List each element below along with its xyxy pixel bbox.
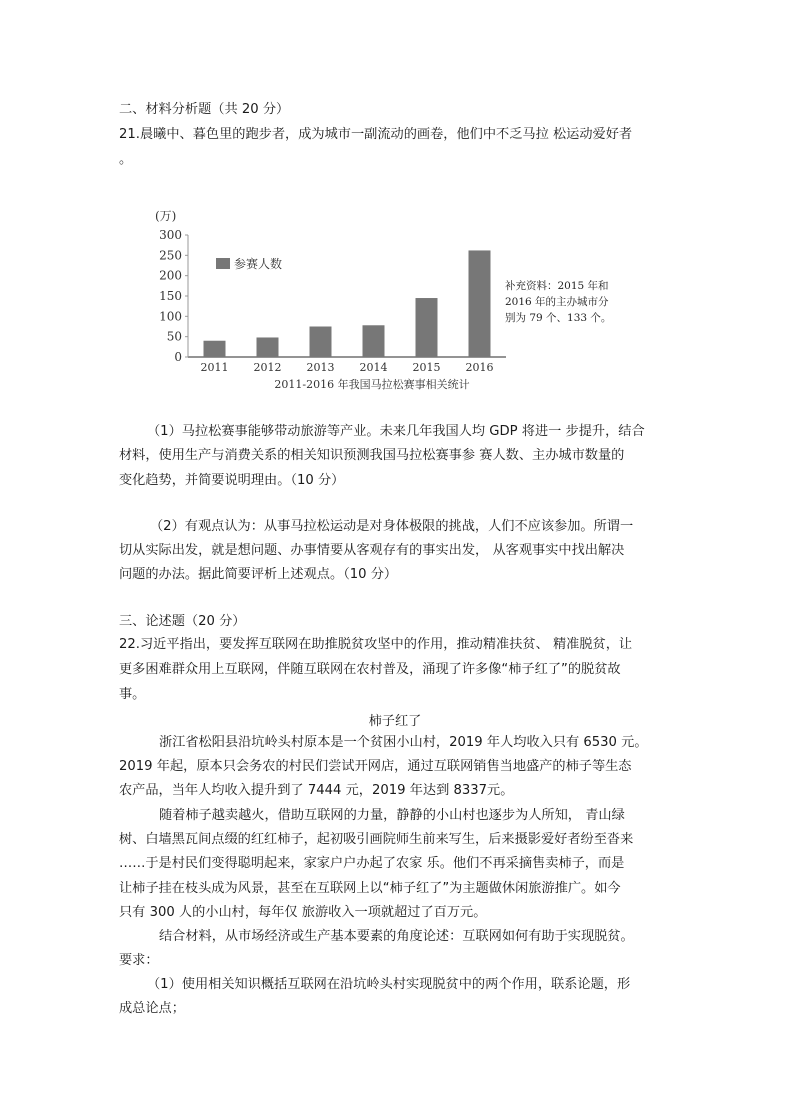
- y-tick-label: 200: [159, 268, 182, 283]
- bar-2011: [204, 341, 226, 357]
- chart-note-line2: 2016 年的主办城市分: [505, 296, 609, 308]
- story-p2-line5: 只有 300 人的小山村，每年仅 旅游收入一项就超过了百万元。: [119, 905, 487, 920]
- req1-line2: 成总论点；: [119, 1001, 185, 1016]
- q21-1-line1: （1）马拉松赛事能够带动旅游等产业。未来几年我国人均 GDP 将进一 步提升，结合: [147, 424, 645, 439]
- legend-label: 参赛人数: [234, 257, 283, 271]
- story-p1-line1: 浙江省松阳县沿坑岭头村原本是一个贫困小山村，2019 年人均收入只有 6530 元。: [159, 735, 648, 750]
- section3-title: 三、论述题（20 分）: [119, 614, 246, 629]
- bar-2016: [469, 250, 491, 357]
- story-p2-line4: 让柿子挂在枝头成为风景，甚至在互联网上以“柿子红了”为主题做休闲旅游推广。如今: [119, 881, 621, 896]
- q22-line1: 22.习近平指出，要发挥互联网在助推脱贫攻坚中的作用，推动精准扶贫、 精准脱贫，让: [119, 637, 633, 652]
- q21-2-line1: （2）有观点认为：从事马拉松运动是对身体极限的挑战，人们不应该参加。所谓一: [150, 519, 634, 534]
- y-tick-label: 300: [159, 228, 182, 242]
- x-tick-label-2012: 2012: [253, 361, 282, 374]
- story-p1-line3: 农产品，当年人均收入提升到了 7444 元，2019 年达到 8337元。: [119, 783, 514, 798]
- y-tick-label: 0: [174, 350, 182, 364]
- story-p2-line3: ……于是村民们变得聪明起来，家家户户办起了农家 乐。他们不再采摘售卖柿子，而是: [119, 856, 625, 871]
- x-tick-label-2014: 2014: [359, 361, 388, 374]
- q21-2-line3: 问题的办法。据此简要评析上述观点。（10 分）: [119, 567, 398, 582]
- legend-swatch: [216, 258, 230, 269]
- x-tick-labels: [201, 361, 494, 374]
- q22-line2: 更多困难群众用上互联网，伴随互联网在农村普及，涌现了许多像“柿子红了”的脱贫故: [119, 662, 621, 677]
- x-tick-label-2011: 2011: [200, 361, 229, 374]
- y-tick-label: 50: [166, 329, 182, 344]
- q21-stem-line2: 。: [119, 152, 133, 167]
- q21-stem-line1: 21.晨曦中、暮色里的跑步者，成为城市一副流动的画卷，他们中不乏马拉 松运动爱好者: [119, 127, 633, 142]
- chart-note-line1: 补充资料：2015 年和: [505, 280, 609, 292]
- y-axis: [159, 228, 188, 364]
- bar-2013: [310, 327, 332, 358]
- story-title: 柿子红了: [368, 714, 422, 729]
- req1-line1: （1）使用相关知识概括互联网在沿坑岭头村实现脱贫中的两个作用，联系论题，形: [147, 977, 631, 992]
- requirement-label: 要求：: [119, 953, 159, 968]
- q22-line3: 事。: [119, 687, 146, 702]
- marathon-bar-chart: [150, 207, 520, 397]
- bar-2012: [257, 337, 279, 357]
- bar-2014: [363, 325, 385, 357]
- y-tick-label: 100: [159, 309, 182, 324]
- chart-note-line3: 别为 79 个、133 个。: [505, 312, 612, 324]
- q21-1-line2: 材料，使用生产与消费关系的相关知识预测我国马拉松赛事参 赛人数、主办城市数量的: [119, 448, 625, 463]
- chart-title: 2011-2016 年我国马拉松赛事相关统计: [274, 378, 470, 391]
- chart-unit-label: (万): [155, 209, 177, 223]
- y-tick-label: 150: [159, 289, 182, 303]
- x-tick-label-2013: 2013: [306, 361, 335, 374]
- story-p1-line2: 2019 年起，原本只会务农的村民们尝试开网店，通过互联网销售当地盛产的柿子等生态: [119, 759, 632, 774]
- story-p2-line1: 随着柿子越卖越火，借助互联网的力量，静静的小山村也逐步为人所知， 青山绿: [159, 808, 625, 823]
- chart-note: [505, 278, 655, 326]
- bar-2015: [416, 298, 438, 357]
- task-line: 结合材料，从市场经济或生产基本要素的角度论述：互联网如何有助于实现脱贫。: [159, 929, 634, 944]
- x-tick-label-2015: 2015: [412, 361, 441, 374]
- x-tick-label-2016: 2016: [465, 361, 494, 374]
- q21-2-line2: 切从实际出发，就是想问题、办事情要从客观存有的事实出发， 从客观事实中找出解决: [119, 543, 625, 558]
- story-p2-line2: 树、白墙黑瓦间点缀的红红柿子，起初吸引画院师生前来写生，后来摄影爱好者纷至沓来: [119, 832, 634, 847]
- section2-title: 二、材料分析题（共 20 分）: [119, 102, 290, 117]
- y-tick-label: 250: [159, 248, 182, 263]
- q21-1-line3: 变化趋势，并简要说明理由。（10 分）: [119, 473, 345, 488]
